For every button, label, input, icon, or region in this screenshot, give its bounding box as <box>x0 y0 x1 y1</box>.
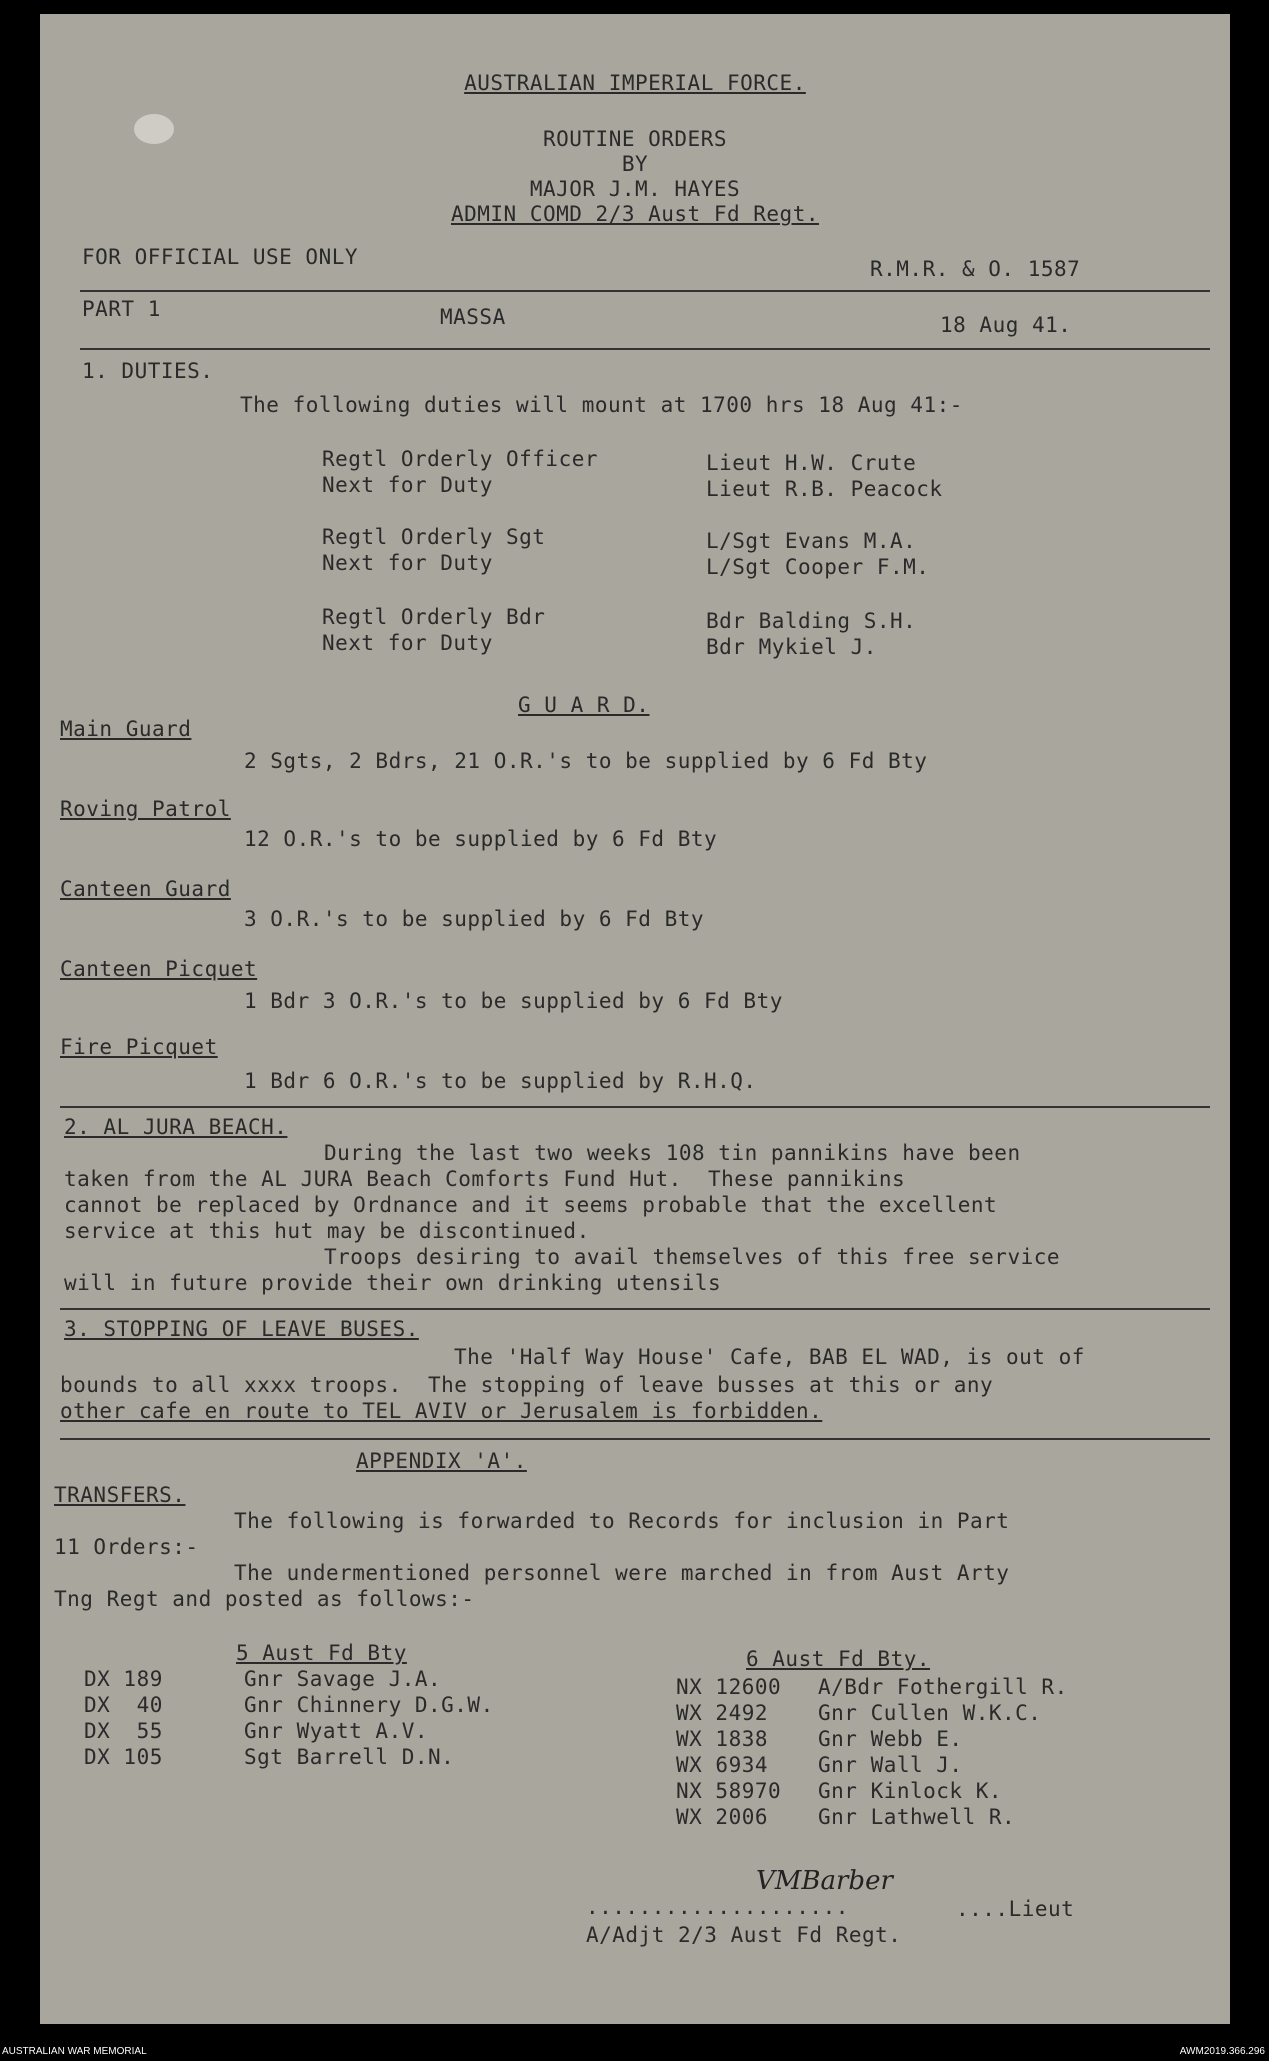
signature: VMBarber <box>756 1866 893 1896</box>
divider <box>60 1308 1210 1310</box>
section2-line: service at this hut may be discontinued. <box>64 1219 590 1243</box>
duty-name: Lieut H.W. Crute <box>706 451 917 475</box>
guard-text: 1 Bdr 3 O.R.'s to be supplied by 6 Fd Bty <box>244 989 783 1013</box>
divider <box>60 1106 1210 1108</box>
appendix-line: The undermentioned personnel were marched in from Aust Arty <box>234 1561 1010 1585</box>
duty-role: Next for Duty <box>322 551 493 575</box>
section2-line: will in future provide their own drinking utensils <box>64 1271 722 1295</box>
personnel-no: NX 58970 <box>676 1779 782 1803</box>
duty-name: L/Sgt Cooper F.M. <box>706 555 930 579</box>
personnel-name: Gnr Kinlock K. <box>818 1779 1003 1803</box>
duty-name: Bdr Mykiel J. <box>706 635 877 659</box>
section3-line: bounds to all xxxx troops. The stopping of leave busses at this or any <box>60 1373 994 1397</box>
order-date: 18 Aug 41. <box>940 313 1072 337</box>
footer-left: AUSTRALIAN WAR MEMORIAL <box>2 2046 147 2057</box>
personnel-no: DX 40 <box>84 1693 163 1717</box>
personnel-no: DX 189 <box>84 1667 163 1691</box>
orders-command: ADMIN COMD 2/3 Aust Fd Regt. <box>450 202 819 226</box>
appendix-line: The following is forwarded to Records for inclusion in Part <box>234 1509 1010 1533</box>
personnel-name: Sgt Barrell D.N. <box>244 1745 455 1769</box>
bty6-heading: 6 Aust Fd Bty. <box>746 1647 931 1671</box>
duties-intro: The following duties will mount at 1700 hrs 18 Aug 41:- <box>240 393 963 417</box>
personnel-name: A/Bdr Fothergill R. <box>818 1675 1068 1699</box>
guard-text: 2 Sgts, 2 Bdrs, 21 O.R.'s to be supplied by 6 Fd Bty <box>244 749 928 773</box>
orders-title: ROUTINE ORDERS <box>542 127 727 151</box>
personnel-no: DX 55 <box>84 1719 163 1743</box>
personnel-no: WX 2492 <box>676 1701 769 1725</box>
orders-officer: MAJOR J.M. HAYES <box>529 177 741 201</box>
personnel-name: Gnr Chinnery D.G.W. <box>244 1693 494 1717</box>
personnel-name: Gnr Webb E. <box>818 1727 963 1751</box>
transfers-heading: TRANSFERS. <box>54 1483 186 1507</box>
duty-role: Regtl Orderly Officer <box>322 447 599 471</box>
guard-text: 1 Bdr 6 O.R.'s to be supplied by R.H.Q. <box>244 1069 757 1093</box>
footer-right: AWM2019.366.296 <box>1179 2046 1265 2057</box>
section3-line: The 'Half Way House' Cafe, BAB EL WAD, is out of <box>454 1345 1085 1369</box>
personnel-no: WX 1838 <box>676 1727 769 1751</box>
guard-label: Fire Picquet <box>60 1035 218 1059</box>
guard-text: 3 O.R.'s to be supplied by 6 Fd Bty <box>244 907 705 931</box>
personnel-name: Gnr Wyatt A.V. <box>244 1719 429 1743</box>
guard-text: 12 O.R.'s to be supplied by 6 Fd Bty <box>244 827 718 851</box>
guard-label: Roving Patrol <box>60 797 231 821</box>
divider <box>60 1438 1210 1440</box>
section2-heading: 2. AL JURA BEACH. <box>64 1115 288 1139</box>
personnel-no: WX 6934 <box>676 1753 769 1777</box>
duties-heading: 1. DUTIES. <box>82 359 214 383</box>
section2-line: During the last two weeks 108 tin pannikins have been <box>324 1141 1021 1165</box>
section2-line: cannot be replaced by Ordnance and it seems probable that the excellent <box>64 1193 998 1217</box>
personnel-name: Gnr Savage J.A. <box>244 1667 442 1691</box>
personnel-name: Gnr Wall J. <box>818 1753 963 1777</box>
personnel-no: DX 105 <box>84 1745 163 1769</box>
official-use: FOR OFFICIAL USE ONLY <box>82 245 359 269</box>
personnel-no: WX 2006 <box>676 1805 769 1829</box>
duty-role: Next for Duty <box>322 473 493 497</box>
section3-heading: 3. STOPPING OF LEAVE BUSES. <box>64 1317 419 1341</box>
personnel-no: NX 12600 <box>676 1675 782 1699</box>
section3-line: other cafe en route to TEL AVIV or Jerusalem is forbidden. <box>60 1399 823 1423</box>
personnel-name: Gnr Cullen W.K.C. <box>818 1701 1042 1725</box>
signature-position: A/Adjt 2/3 Aust Fd Regt. <box>586 1923 902 1947</box>
guard-heading: G U A R D. <box>518 693 650 717</box>
appendix-line: Tng Regt and posted as follows:- <box>54 1587 475 1611</box>
section2-line: Troops desiring to avail themselves of this free service <box>324 1245 1061 1269</box>
divider <box>80 290 1210 292</box>
place: MASSA <box>440 305 506 329</box>
signature-dots: .................... <box>586 1895 849 1919</box>
part-label: PART 1 <box>82 297 161 321</box>
appendix-line: 11 Orders:- <box>54 1535 199 1559</box>
duty-role: Next for Duty <box>322 631 493 655</box>
personnel-name: Gnr Lathwell R. <box>818 1805 1016 1829</box>
duty-name: Bdr Balding S.H. <box>706 609 917 633</box>
guard-label: Canteen Guard <box>60 877 231 901</box>
duty-role: Regtl Orderly Bdr <box>322 605 546 629</box>
duty-name: L/Sgt Evans M.A. <box>706 529 917 553</box>
document-page <box>40 14 1230 2024</box>
orders-by: BY <box>621 152 649 176</box>
appendix-heading: APPENDIX 'A'. <box>356 1449 527 1473</box>
order-ref: R.M.R. & O. 1587 <box>870 257 1081 281</box>
guard-label: Main Guard <box>60 717 192 741</box>
guard-label: Canteen Picquet <box>60 957 258 981</box>
signature-rank: ....Lieut <box>956 1897 1075 1921</box>
force-title: AUSTRALIAN IMPERIAL FORCE. <box>464 71 806 95</box>
section2-line: taken from the AL JURA Beach Comforts Fund Hut. These pannikins <box>64 1167 906 1191</box>
duty-name: Lieut R.B. Peacock <box>706 477 943 501</box>
duty-role: Regtl Orderly Sgt <box>322 525 546 549</box>
bty5-heading: 5 Aust Fd Bty <box>236 1641 407 1665</box>
divider <box>80 348 1210 350</box>
